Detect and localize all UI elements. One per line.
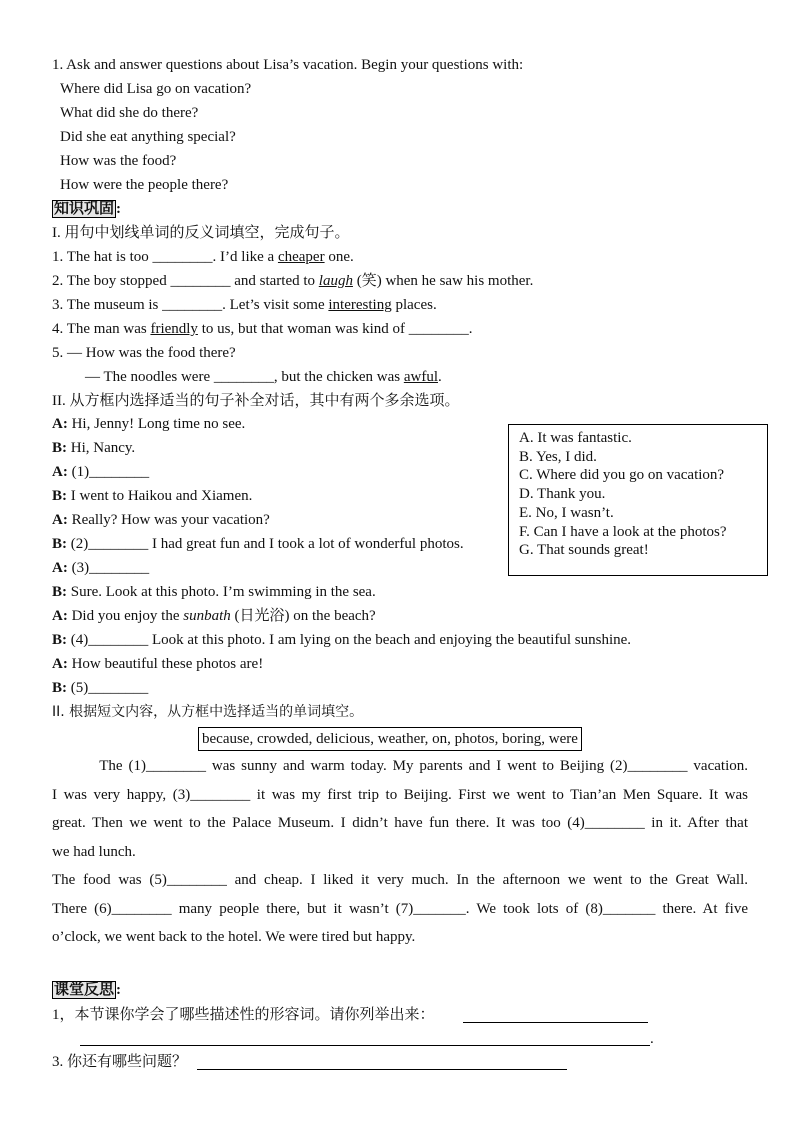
intro-question: How was the food? [60,153,177,169]
intro-question: Where did Lisa go on vacation? [60,81,252,97]
dialogue-line: A: How beautiful these photos are! [52,656,264,672]
reflection-q1-period: . [650,1031,654,1047]
option-item: F. Can I have a look at the photos? [519,523,727,540]
part1-instruction: I. 用句中划线单词的反义词填空，完成句子。 [52,225,350,241]
fill-item-3: 3. The museum is ________. Let’s visit some interesting places. [52,297,437,313]
dialogue-line: B: I went to Haikou and Xiamen. [52,488,253,504]
dialogue-line: A: Did you enjoy the sunbath (日光浴) on the beach? [52,608,376,624]
dialogue-line: A: (1)________ [52,464,150,480]
dialogue-line: B: Hi, Nancy. [52,440,136,456]
consolidation-header-label: 知识巩固 [54,201,115,217]
dialogue-line: B: (5)________ [52,680,149,696]
header-colon: : [116,982,122,998]
fill-item-5-answer: — The noodles were ________, but the chicken was awful. [85,369,442,385]
fill-item-5-question: 5. — How was the food there? [52,345,236,361]
passage-line: I was very happy, (3)________ it was my first trip to Beijing. First we went to Tian’an Men Square. It was [52,786,748,803]
passage-line: The food was (5)________ and cheap. I liked it very much. In the afternoon we went to the Great Wall. [52,872,748,888]
option-item: B. Yes, I did. [519,448,597,465]
word-box: because, crowded, delicious, weather, on, photos, boring, were [198,727,582,751]
dialogue-line: A: Hi, Jenny! Long time no see. [52,416,246,432]
reflection-heading [52,980,121,1000]
part3-instruction: II. 根据短文内容，从方框中选择适当的单词填空。 [52,704,364,720]
consolidation-heading [52,199,121,219]
intro-question: What did she do there? [60,105,199,121]
reflection-header-label: 课堂反思 [54,982,115,998]
passage [52,752,748,952]
passage-line: we had lunch. [52,843,136,860]
fill-item-1: 1. The hat is too ________. I’d like a cheaper one. [52,249,354,265]
option-item: G. That sounds great! [519,542,649,559]
passage-line: great. Then we went to the Palace Museum. I didn’t have fun there. It was too (4)________ in it. After that [52,815,748,831]
passage-line: There (6)________ many people there, but it wasn’t (7)_______. We took lots of (8)_______ there. At five [52,900,748,917]
intro-question: How were the people there? [60,177,229,193]
option-item: C. Where did you go on vacation? [519,467,725,484]
fill-item-4: 4. The man was friendly to us, but that woman was kind of ________. [52,321,473,337]
passage-line: o’clock, we went back to the hotel. We were tired but happy. [52,929,416,945]
answer-line [463,1022,648,1023]
answer-line [80,1045,650,1046]
options-box [508,424,768,576]
option-item: D. Thank you. [519,486,606,503]
option-item: A. It was fantastic. [519,430,632,446]
reflection-q3: 3. 你还有哪些问题？ [52,1054,188,1070]
answer-line [197,1069,567,1070]
dialogue-line: B: Sure. Look at this photo. I’m swimming in the sea. [52,584,376,600]
reflection-q1: 1，本节课你学会了哪些描述性的形容词。请你列举出来： [52,1007,435,1023]
option-item: E. No, I wasn’t. [519,504,614,521]
fill-item-2: 2. The boy stopped ________ and started to laugh (笑) when he saw his mother. [52,273,534,289]
intro-question: Did she eat anything special? [60,129,236,145]
passage-line: The (1)________ was sunny and warm today. My parents and I went to Beijing (2)________ vacation. [52,758,748,774]
header-colon: : [116,201,122,217]
dialogue-line: A: Really? How was your vacation? [52,512,270,528]
dialogue-line: B: (4)________ Look at this photo. I am lying on the beach and enjoying the beautiful sunshine. [52,632,632,648]
dialogue-line: A: (3)________ [52,560,150,576]
dialogue-line: B: (2)________ I had great fun and I took a lot of wonderful photos. [52,536,464,552]
intro-heading: 1. Ask and answer questions about Lisa’s vacation. Begin your questions with: [52,57,524,73]
part2-instruction: II. 从方框内选择适当的句子补全对话，其中有两个多余选项。 [52,393,460,409]
